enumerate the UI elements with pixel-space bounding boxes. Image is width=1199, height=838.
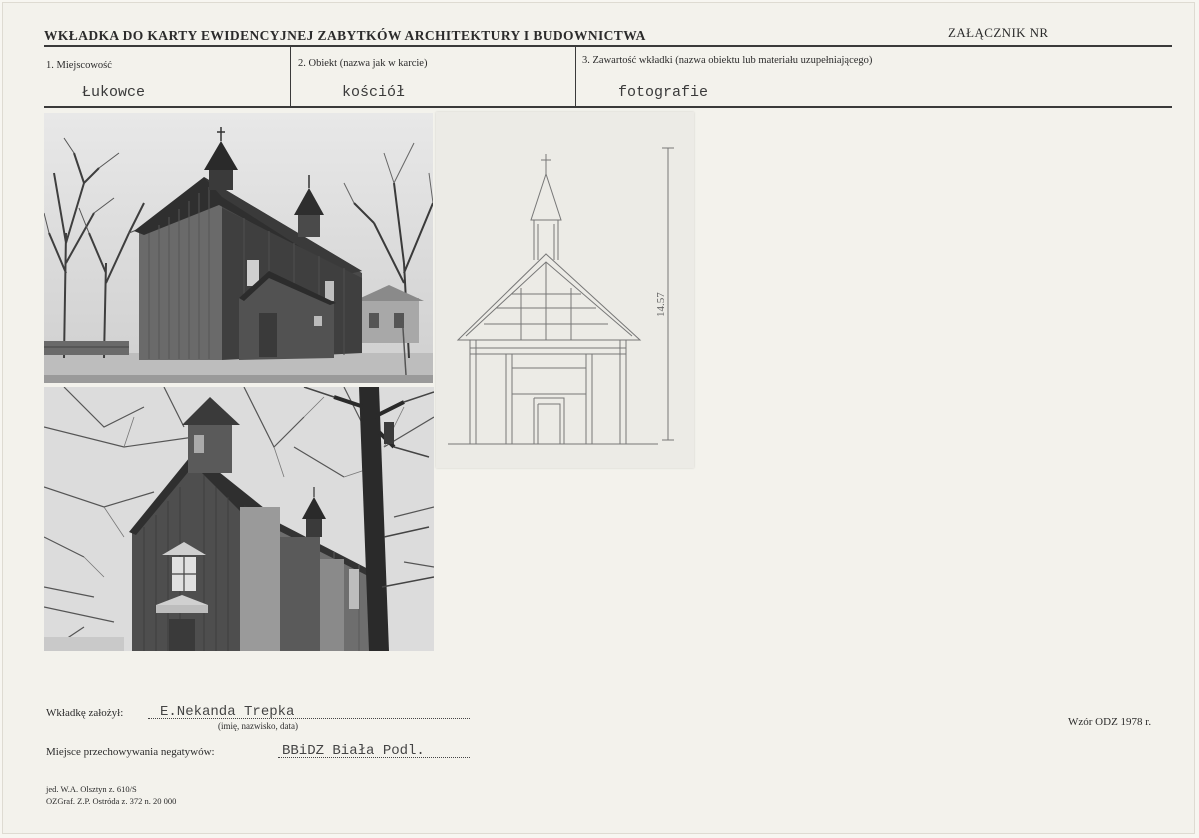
founded-by-underline bbox=[148, 718, 470, 719]
printer-line: jed. W.A. Olsztyn z. 610/S bbox=[46, 784, 137, 794]
field-value-object: kościół bbox=[342, 84, 406, 101]
template-label: Wzór ODZ 1978 r. bbox=[1068, 716, 1152, 728]
printer-imprint bbox=[46, 783, 176, 807]
storage-label: Miejsce przechowywania negatywów: bbox=[46, 746, 215, 758]
field-divider bbox=[575, 47, 576, 107]
field-label-locality: 1. Miejscowość bbox=[46, 60, 112, 71]
dimension-label: 14.57 bbox=[655, 292, 667, 317]
founded-by-hint: (imię, nazwisko, data) bbox=[218, 721, 298, 731]
founded-by-value: E.Nekanda Trepka bbox=[160, 704, 295, 720]
printer-line: OZGraf. Z.P. Ostróda z. 372 n. 20 000 bbox=[46, 796, 177, 806]
field-label-object: 2. Obiekt (nazwa jak w karcie) bbox=[298, 58, 428, 69]
church-photo-side bbox=[44, 113, 433, 383]
field-divider bbox=[290, 47, 291, 107]
header-rule bbox=[44, 45, 1172, 47]
annex-label: ZAŁĄCZNIK NR bbox=[948, 25, 1049, 40]
field-label-content: 3. Zawartość wkładki (nazwa obiektu lub materiału uzupełniającego) bbox=[582, 55, 873, 66]
elevation-drawing bbox=[436, 112, 694, 468]
church-photo-front bbox=[44, 387, 434, 651]
field-value-locality: Łukowce bbox=[82, 84, 146, 101]
founded-by-label: Wkładkę założył: bbox=[46, 707, 124, 719]
field-value-content: fotografie bbox=[618, 84, 709, 101]
field-row-rule bbox=[44, 106, 1172, 108]
storage-value: BBiDZ Biała Podl. bbox=[282, 743, 425, 759]
storage-underline bbox=[278, 757, 470, 758]
form-title: WKŁADKA DO KARTY EWIDENCYJNEJ ZABYTKÓW ARCHITEKTURY I BUDOWNICTWA bbox=[44, 28, 646, 43]
